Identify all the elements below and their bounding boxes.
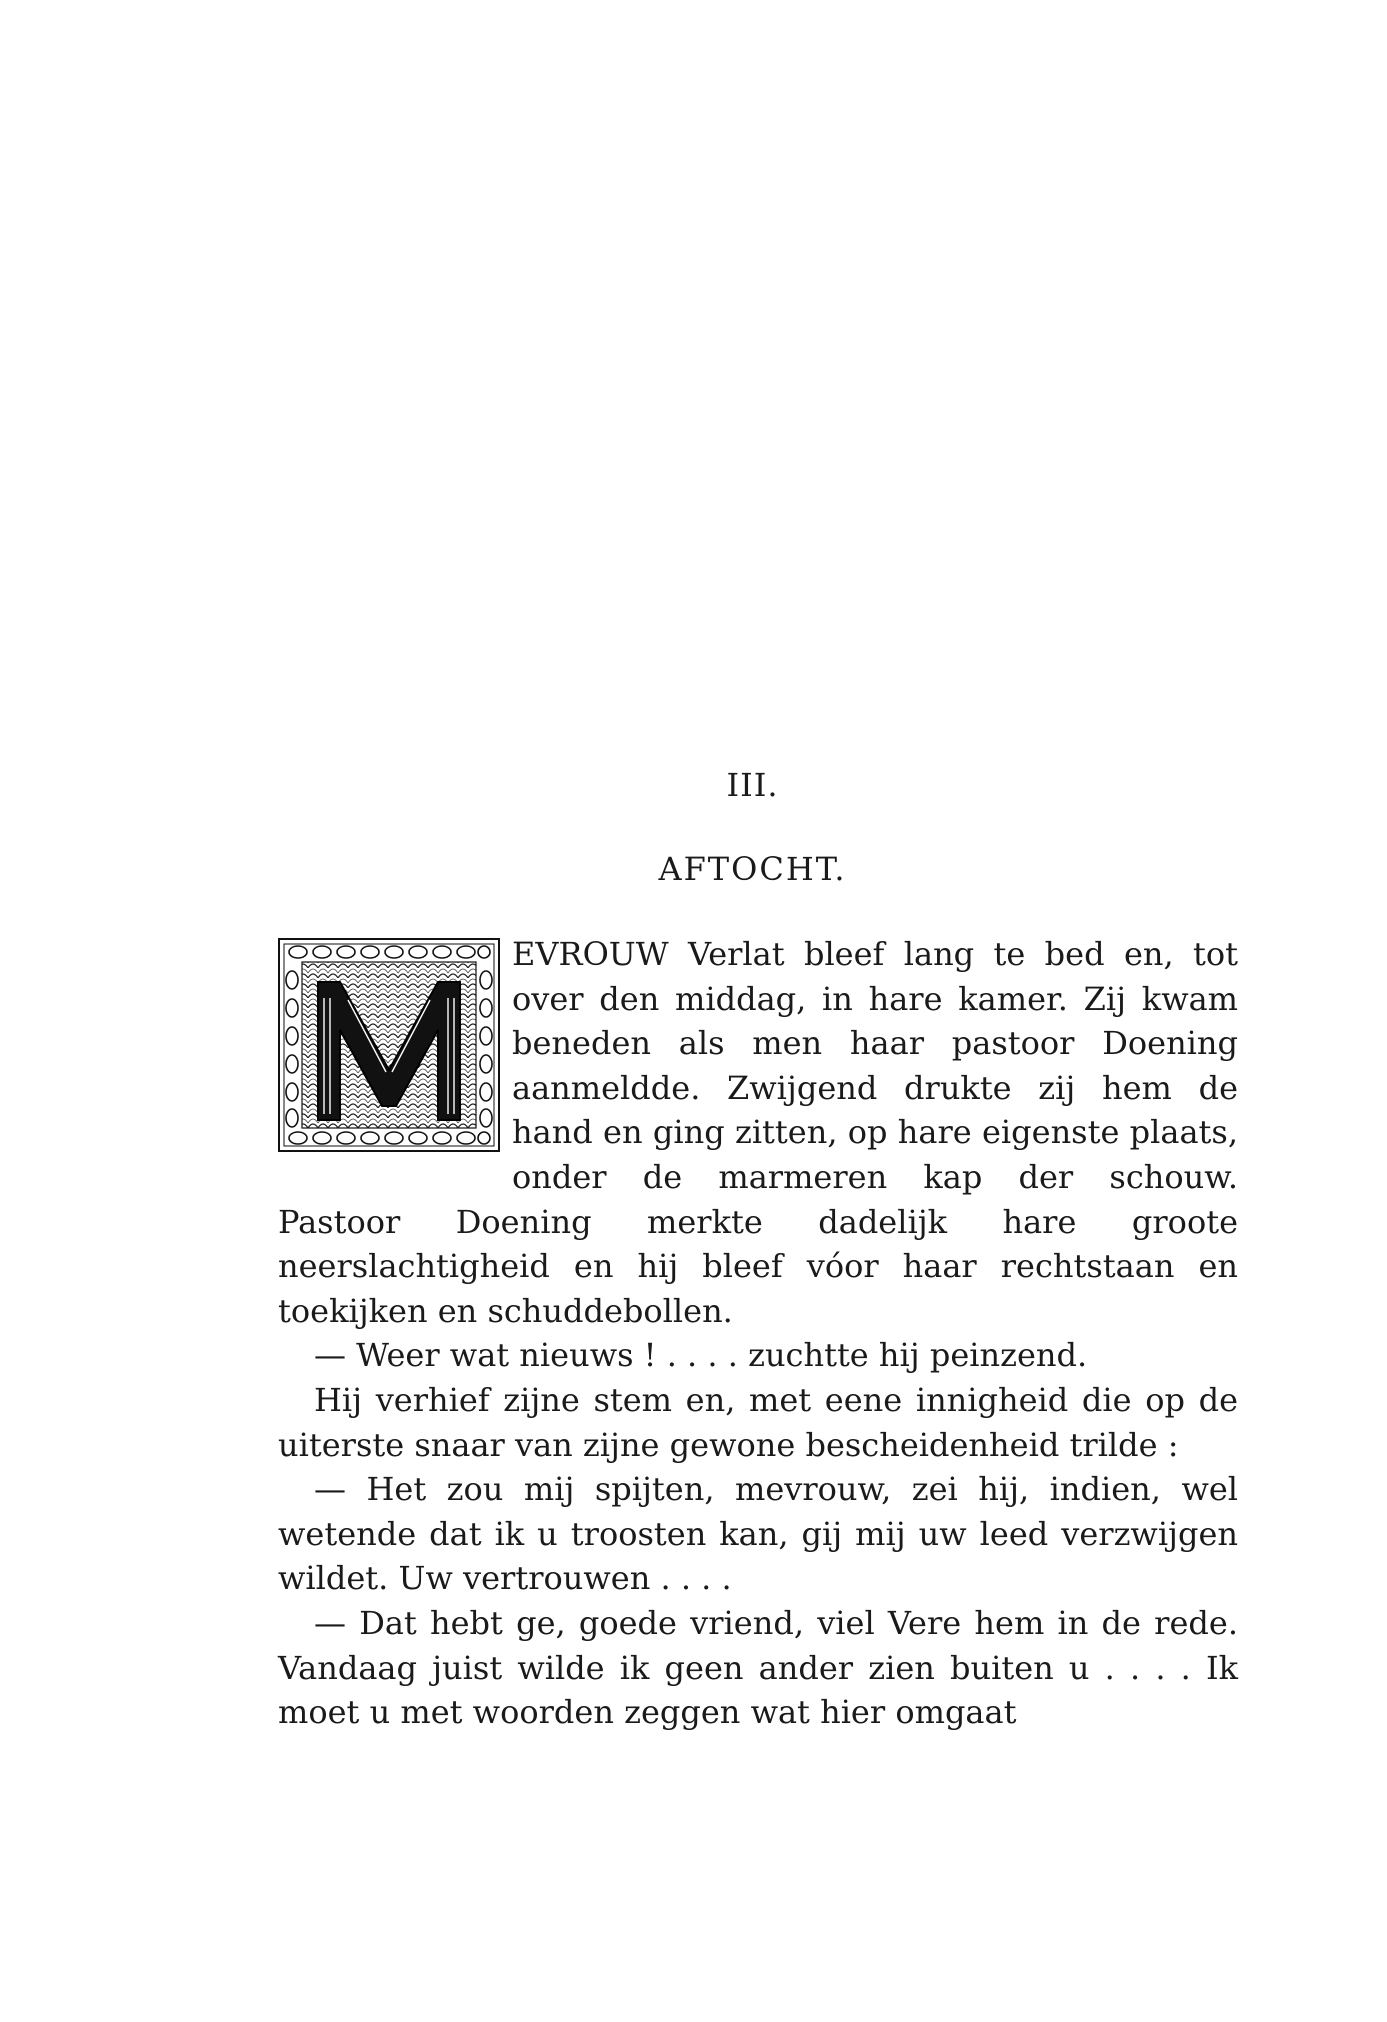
body-text (278, 932, 1238, 1735)
ornamental-initial-icon (278, 938, 500, 1152)
paragraph-4: — Het zou mij spijten, mevrouw, zei hij, indien, wel wetende dat ik u troosten kan, gij mij uw leed verzwijgen wildet. Uw vertrouwen . . . . (278, 1470, 1238, 1598)
paragraph-1: EVROUW Verlat bleef lang te bed en, tot over den middag, in hare kamer. Zij kwam beneden als men haar pastoor Doening aanmeldde. Zwijgend drukte zij hem de hand en ging zitten, op hare eigenste plaats, onder de marmeren kap der schouw. Pastoor Doening merkte dadelijk hare groote neerslachtigheid en hij bleef vóor haar rechtstaan en toekijken en schuddebollen. (278, 935, 1238, 1330)
paragraph-2: — Weer wat nieuws ! . . . . zuchtte hij peinzend. (314, 1336, 1088, 1375)
paragraph-5: — Dat hebt ge, goede vriend, viel Vere hem in de rede. Vandaag juist wilde ik geen ander zien buiten u . . . . Ik moet u met woorden zeggen wat hier omgaat (278, 1603, 1238, 1732)
chapter-number: III. (726, 766, 779, 804)
paragraph-3: Hij verhief zijne stem en, met eene innigheid die op de uiterste snaar van zijne gewone bescheidenheid trilde : (278, 1380, 1238, 1464)
chapter-title: AFTOCHT. (658, 850, 847, 888)
